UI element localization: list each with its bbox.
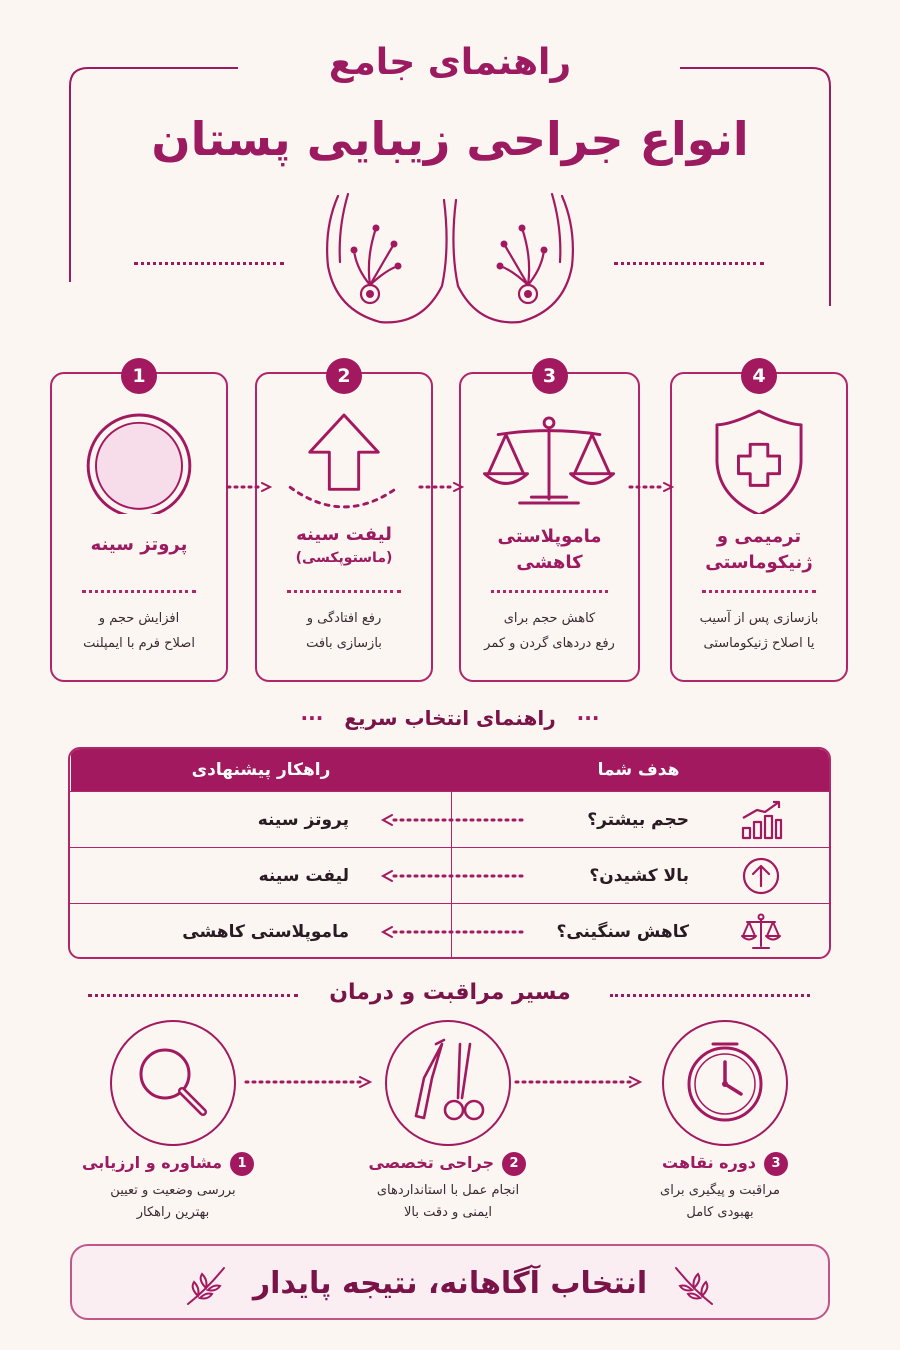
step-number: 3 [764, 1152, 788, 1176]
card-title-text: ژنیکوماستی [705, 552, 813, 573]
card-number: 1 [121, 358, 157, 394]
card-number: 4 [741, 358, 777, 394]
footer-slogan: انتخاب آگاهانه، نتیجه پایدار [252, 1266, 648, 1301]
clock-icon [665, 1022, 786, 1143]
step-desc-recovery [620, 1180, 820, 1224]
type-card-reduction[interactable] [459, 365, 640, 682]
type-card-breast-lift[interactable] [255, 365, 433, 682]
step-desc-line: انجام عمل با استانداردهای [376, 1183, 520, 1198]
step-desc-line: بهترین راهکار [136, 1205, 210, 1220]
type-card-breast-implant[interactable] [50, 365, 228, 682]
card-desc-line: کاهش حجم برای [503, 611, 596, 626]
balance-scale-icon [461, 404, 638, 514]
dotted-arrow-right-icon [514, 1076, 644, 1088]
implant-circle-icon [52, 404, 226, 514]
col-header-goal: هدف شما [597, 760, 680, 780]
step-title-surgery [356, 1150, 526, 1176]
header-dots-left [134, 262, 284, 265]
quick-guide-title: ··· راهنمای انتخاب سریع ··· [300, 706, 600, 730]
table-row[interactable] [70, 903, 829, 959]
col-header-recommendation: راهکار پیشنهادی [70, 749, 451, 791]
step-title-recovery [638, 1150, 788, 1176]
table-row[interactable] [70, 791, 829, 847]
dotted-arrow-right-icon [418, 482, 464, 492]
card-number: 3 [532, 358, 568, 394]
step-desc-line: ایمنی و دقت بالا [404, 1205, 492, 1220]
recommendation-cell: لیفت سینه [258, 866, 349, 886]
step-circle-consultation [110, 1020, 236, 1146]
quick-guide-table [68, 747, 831, 959]
card-desc-line: بازسازی بافت [306, 636, 382, 651]
card-title [261, 522, 427, 568]
step-title-text: مشاوره و ارزیابی [82, 1153, 222, 1172]
dotted-arrow-right-icon [244, 1076, 374, 1088]
step-number: 1 [230, 1152, 254, 1176]
card-desc-line: افزایش حجم و [98, 611, 180, 626]
recommendation-cell: ماموپلاستی کاهشی [182, 922, 349, 942]
medical-shield-icon [672, 404, 846, 514]
step-desc-surgery [348, 1180, 548, 1224]
card-title-text: ترمیمی و [716, 526, 802, 547]
care-path-title: مسیر مراقبت و درمان [329, 980, 571, 1005]
up-arrow-icon [257, 404, 431, 514]
step-desc-line: بهبودی کامل [686, 1205, 754, 1220]
growth-chart-icon [739, 800, 783, 840]
header-dots-right [614, 262, 764, 265]
card-desc-line: رفع دردهای گردن و کمر [484, 636, 615, 651]
step-title-consultation [74, 1150, 254, 1176]
card-subtitle: (ماستوپکسی) [295, 550, 393, 566]
card-desc [58, 606, 220, 656]
dotted-arrow-left-icon [380, 814, 526, 826]
card-title-text: لیفت سینه [296, 524, 392, 545]
card-desc [678, 606, 840, 656]
step-number: 2 [502, 1152, 526, 1176]
goal-cell: حجم بیشتر؟ [587, 810, 689, 830]
step-desc-line: مراقبت و پیگیری برای [660, 1183, 780, 1198]
balance-scale-icon [739, 912, 783, 952]
footer-banner [70, 1244, 830, 1320]
card-title-text: کاهشی [516, 552, 583, 573]
page-title-line2: انواع جراحی زیبایی پستان [151, 112, 749, 166]
dotted-arrow-left-icon [380, 870, 526, 882]
card-title-text: ماموپلاستی [497, 526, 602, 547]
breast-illustration-icon [318, 188, 582, 330]
recommendation-cell: پروتز سینه [257, 810, 349, 830]
card-desc [263, 606, 425, 656]
step-desc-consultation [73, 1180, 273, 1224]
dotted-arrow-right-icon [628, 482, 674, 492]
type-card-reconstructive[interactable] [670, 365, 848, 682]
magnifier-icon [113, 1022, 234, 1143]
card-desc-line: اصلاح فرم با ایمپلنت [83, 636, 195, 651]
up-circle-icon [739, 856, 783, 896]
card-desc-line: بازسازی پس از آسیب [699, 611, 819, 626]
table-header [70, 749, 829, 791]
step-title-text: دوره نقاهت [662, 1153, 756, 1172]
step-title-text: جراحی تخصصی [368, 1153, 494, 1172]
card-desc-line: رفع افتادگی و [306, 611, 382, 626]
card-title [676, 524, 842, 576]
scalpel-scissors-icon [388, 1022, 509, 1143]
card-number: 2 [326, 358, 362, 394]
page-title-line1: راهنمای جامع [328, 42, 572, 83]
goal-cell: بالا کشیدن؟ [589, 866, 689, 886]
dotted-arrow-left-icon [380, 926, 526, 938]
card-title [465, 524, 634, 576]
step-circle-recovery [662, 1020, 788, 1146]
card-desc-line: یا اصلاح ژنیکوماستی [703, 636, 815, 651]
table-row[interactable] [70, 847, 829, 903]
step-circle-surgery [385, 1020, 511, 1146]
quick-guide-title-text: راهنمای انتخاب سریع [344, 706, 556, 730]
dotted-arrow-right-icon [226, 482, 272, 492]
card-title: پروتز سینه [90, 534, 188, 555]
goal-cell: کاهش سنگینی؟ [556, 922, 689, 942]
step-desc-line: بررسی وضعیت و تعیین [110, 1183, 236, 1198]
card-desc [467, 606, 632, 656]
